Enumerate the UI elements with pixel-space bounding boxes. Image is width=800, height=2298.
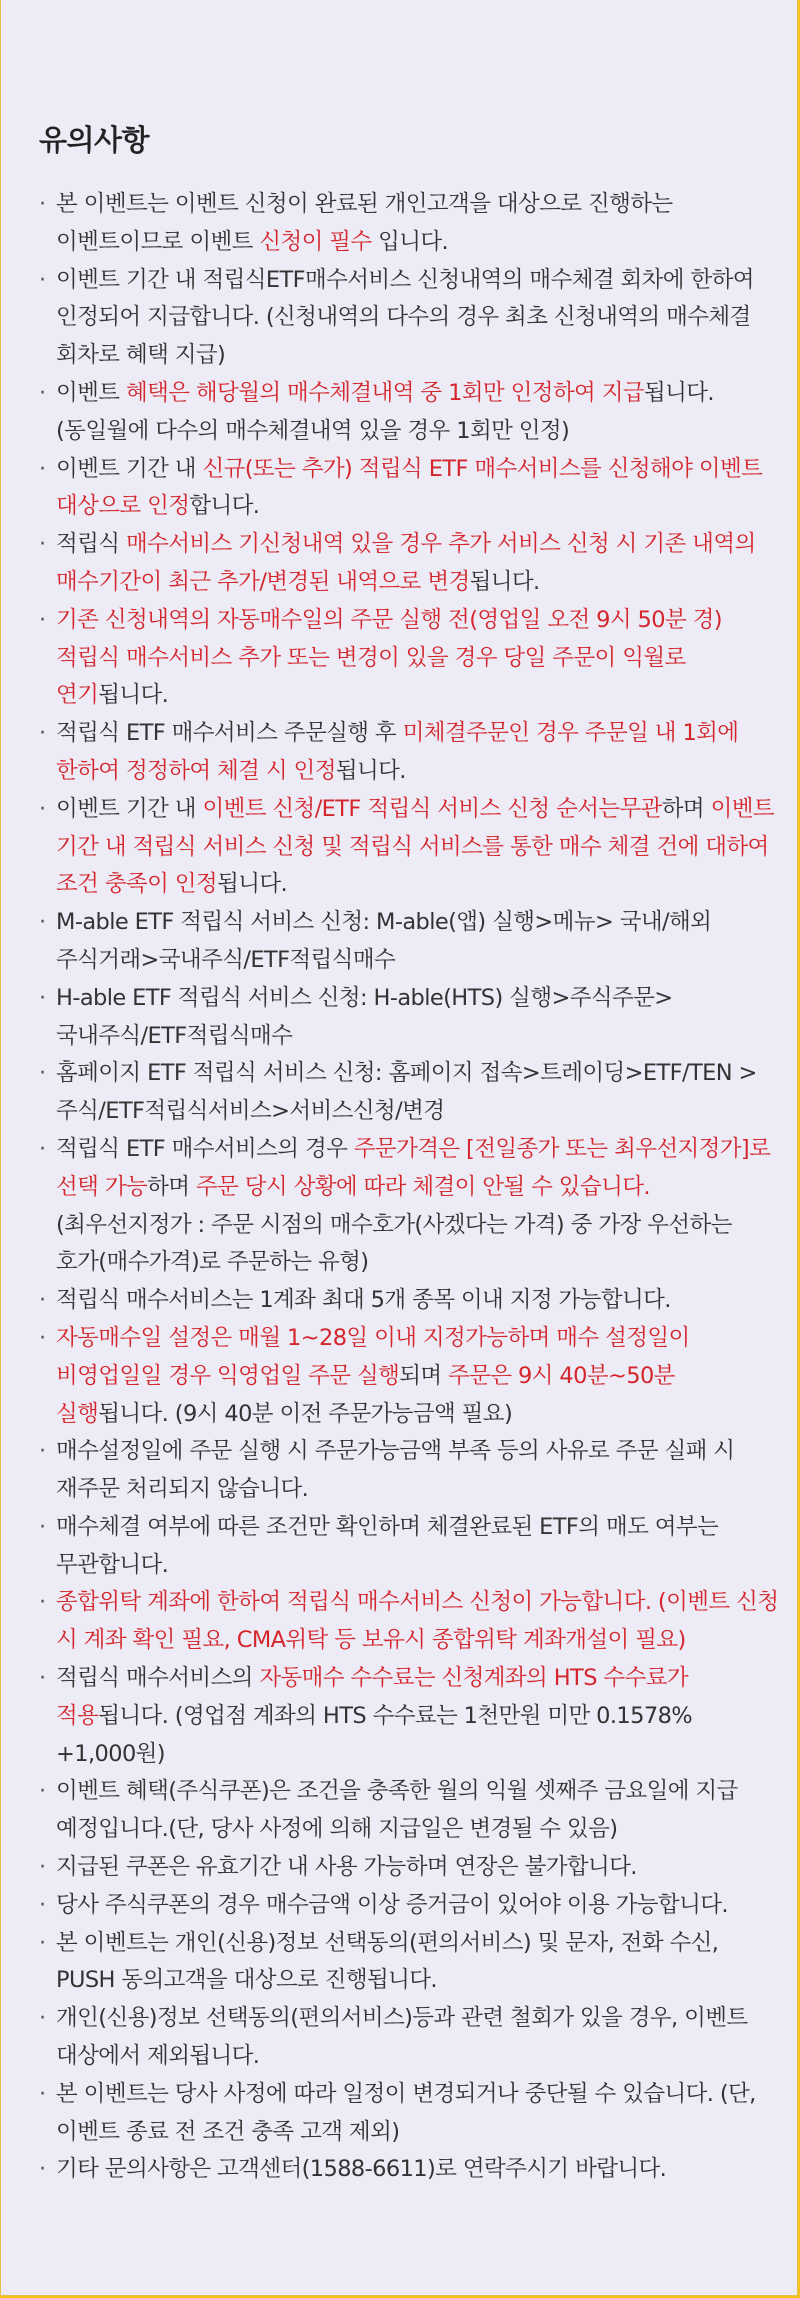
notice-item — [37, 375, 779, 451]
notice-highlight-text: 주문 당시 상황에 따라 체결이 안될 수 있습니다. — [195, 1173, 650, 1200]
notice-text: 됩니다. — [217, 871, 288, 898]
notice-text: 이벤트 기간 내 — [56, 795, 203, 822]
notice-text: 하며 — [661, 795, 711, 822]
bullet-dot: · — [39, 266, 46, 293]
bullet-dot: · — [39, 1929, 46, 1956]
notice-highlight-text: 신규(또는 추가) 적립식 ETF 매수서비스를 신청해야 이벤트 대상으로 인정 — [56, 455, 763, 520]
notice-text: 적립식 — [56, 531, 126, 558]
notice-text: (최우선지정가 : 주문 시점의 매수호가(사겠다는 가격) 중 가장 우선하는 호가(매수가격)로 주문하는 유형) — [56, 1211, 732, 1276]
notice-text: 합니다. — [189, 493, 260, 520]
notice-text: 됩니다. — [469, 568, 540, 595]
notice-text: 이벤트 기간 내 — [56, 455, 203, 482]
notice-highlight-text: 자동매수일 설정은 매월 1~28일 이내 지정가능하며 매수 설정일이 비영업일일 경우 익영업일 주문 실행 — [56, 1324, 690, 1389]
notice-highlight-text: 매수서비스 기신청내역 있을 경우 추가 서비스 신청 시 기존 내역의 매수기간이 최근 추가/변경된 내역으로 변경 — [56, 531, 756, 595]
notice-item — [37, 1773, 779, 1849]
notice-list — [37, 186, 779, 2189]
notice-text: 됩니다. — [98, 682, 169, 709]
notice-text: 매수체결 여부에 따른 조건만 확인하며 체결완료된 ETF의 매도 여부는 무관합니다. — [56, 1513, 719, 1578]
bullet-dot: · — [39, 1513, 46, 1540]
bullet-dot: · — [39, 984, 46, 1011]
notice-text: 기타 문의사항은 고객센터(1588-6611)로 연락주시기 바랍니다. — [56, 2156, 667, 2183]
bullet-dot: · — [39, 531, 46, 558]
notice-highlight-text: 자동매수 수수료는 신청계좌의 HTS 수수료가 적용 — [56, 1665, 688, 1729]
bullet-dot: · — [39, 606, 46, 633]
notice-item — [37, 1509, 779, 1585]
bullet-dot: · — [39, 1589, 46, 1616]
notice-text: 입니다. — [371, 228, 449, 255]
notice-highlight-text: 미체결주문인 경우 주문일 내 1회에 한하여 정정하여 체결 시 인정 — [56, 720, 739, 784]
notice-item — [37, 451, 779, 527]
notice-item — [37, 1131, 779, 1282]
bullet-dot: · — [39, 2080, 46, 2107]
notice-text: 됩니다. (동일월에 다수의 매수체결내역 있을 경우 1회만 인정) — [56, 379, 714, 444]
bullet-dot: · — [39, 1060, 46, 1087]
notice-highlight-text: 주문은 9시 40분~50분 실행 — [56, 1362, 675, 1427]
notice-highlight-text: 혜택은 해당월의 매수체결내역 중 1회만 인정하여 지급 — [125, 379, 644, 406]
notice-title: 유의사항 — [39, 123, 150, 157]
notice-text: 매수설정일에 주문 실행 시 주문가능금액 부족 등의 사유로 주문 실패 시 재주문 처리되지 않습니다. — [56, 1438, 735, 1503]
bullet-dot: · — [39, 1891, 46, 1918]
notice-highlight-text: 기존 신청내역의 자동매수일의 주문 실행 전(영업일 오전 9시 50분 경) 적립식 매수서비스 추가 또는 변경이 있을 경우 당일 주문이 익월로 연기 — [56, 606, 722, 709]
notice-item — [37, 1433, 779, 1509]
notice-item — [37, 1925, 779, 2001]
bullet-dot: · — [39, 795, 46, 822]
bullet-dot: · — [39, 1854, 46, 1881]
notice-text: H-able ETF 적립식 서비스 신청: H-able(HTS) 실행>주식주문> 국내주식/ETF적립식매수 — [56, 984, 673, 1049]
notice-text: 적립식 ETF 매수서비스의 경우 — [56, 1135, 354, 1162]
bullet-dot: · — [39, 1778, 46, 1805]
notice-item — [37, 980, 779, 1056]
notice-item — [37, 602, 779, 715]
notice-item — [37, 2151, 779, 2189]
notice-text: 됩니다. (9시 40분 이전 주문가능금액 필요) — [98, 1400, 513, 1427]
notice-highlight-text: 이벤트 신청/ETF 적립식 서비스 신청 순서는무관 — [202, 795, 662, 822]
notice-text: 이벤트 — [56, 379, 126, 406]
bullet-dot: · — [39, 720, 46, 747]
notice-item — [37, 1584, 779, 1660]
notice-item — [37, 791, 779, 904]
notice-item — [37, 1055, 779, 1131]
notice-item — [37, 262, 779, 375]
notice-text: 이벤트 기간 내 적립식ETF매수서비스 신청내역의 매수체결 회차에 한하여 인정되어 지급합니다. (신청내역의 다수의 경우 최초 신청내역의 매수체결 회차로 혜택 지급) — [56, 266, 754, 369]
notice-highlight-text: 종합위탁 계좌에 한하여 적립식 매수서비스 신청이 가능합니다. (이벤트 신청 시 계좌 확인 필요, CMA위탁 등 보유시 종합위탁 계좌개설이 필요) — [56, 1589, 779, 1654]
notice-text: 됩니다. — [335, 757, 406, 784]
bullet-dot: · — [39, 909, 46, 936]
notice-item — [37, 526, 779, 602]
notice-item — [37, 1849, 779, 1887]
bullet-dot: · — [39, 379, 46, 406]
notice-text: 이벤트 혜택(주식쿠폰)은 조건을 충족한 월의 익월 셋째주 금요일에 지급 예정입니다.(단, 당사 사정에 의해 지급일은 변경될 수 있음) — [56, 1778, 738, 1843]
notice-highlight-text: 주문가격은 [전일종가 또는 최우선지정가]로 선택 가능 — [56, 1135, 771, 1200]
bullet-dot: · — [39, 455, 46, 482]
bullet-dot: · — [39, 1287, 46, 1314]
bullet-dot: · — [39, 191, 46, 217]
bullet-dot: · — [39, 2156, 46, 2183]
notice-item — [37, 2076, 779, 2152]
notice-item — [37, 715, 779, 791]
notice-item — [37, 1320, 779, 1433]
notice-item — [37, 2000, 779, 2076]
bullet-dot: · — [39, 1135, 46, 1162]
notice-text: M-able ETF 적립식 서비스 신청: M-able(앱) 실행>메뉴> 국내/해외 주식거래>국내주식/ETF적립식매수 — [56, 909, 712, 973]
notice-highlight-text: 이벤트 기간 내 적립식 서비스 신청 및 적립식 서비스를 통한 매수 체결 건에 대하여 조건 충족이 인정 — [56, 795, 774, 898]
notice-text: 당사 주식쿠폰의 경우 매수금액 이상 증거금이 있어야 이용 가능합니다. — [56, 1891, 728, 1918]
bullet-dot: · — [39, 2005, 46, 2032]
notice-item — [37, 1887, 779, 1925]
notice-text: 개인(신용)정보 선택동의(편의서비스)등과 관련 철회가 있을 경우, 이벤트 대상에서 제외됩니다. — [56, 2005, 748, 2070]
notice-text: 적립식 매수서비스는 1계좌 최대 5개 종목 이내 지정 가능합니다. — [56, 1287, 671, 1314]
notice-text: 됩니다. (영업점 계좌의 HTS 수수료는 1천만원 미만 0.1578% +1,000원) — [56, 1702, 693, 1767]
notice-text: 하며 — [147, 1173, 196, 1200]
notice-text: 본 이벤트는 당사 사정에 따라 일정이 변경되거나 중단될 수 있습니다. (단, 이벤트 종료 전 조건 충족 고객 제외) — [56, 2080, 756, 2145]
notice-item — [37, 1660, 779, 1773]
notice-highlight-text: 신청이 필수 — [259, 228, 372, 255]
notice-item — [37, 904, 779, 980]
notice-item — [37, 1282, 779, 1320]
notice-text: 적립식 매수서비스의 — [56, 1665, 260, 1692]
notice-text: 홈페이지 ETF 적립식 서비스 신청: 홈페이지 접속>트레이딩>ETF/TEN >주식/ETF적립식서비스>서비스신청/변경 — [56, 1060, 757, 1125]
bullet-dot: · — [39, 1438, 46, 1465]
notice-text: 적립식 ETF 매수서비스 주문실행 후 — [56, 720, 403, 747]
notice-text: 지급된 쿠폰은 유효기간 내 사용 가능하며 연장은 불가합니다. — [56, 1854, 637, 1881]
notice-text: 본 이벤트는 개인(신용)정보 선택동의(편의서비스) 및 문자, 전화 수신, PUSH 동의고객을 대상으로 진행됩니다. — [56, 1929, 719, 1994]
notice-text: 되며 — [399, 1362, 449, 1389]
bullet-dot: · — [39, 1324, 46, 1351]
bullet-dot: · — [39, 1665, 46, 1692]
notice-text: 본 이벤트는 이벤트 신청이 완료된 개인고객을 대상으로 진행하는 이벤트이므로 이벤트 — [56, 191, 673, 255]
notice-item — [37, 186, 779, 262]
